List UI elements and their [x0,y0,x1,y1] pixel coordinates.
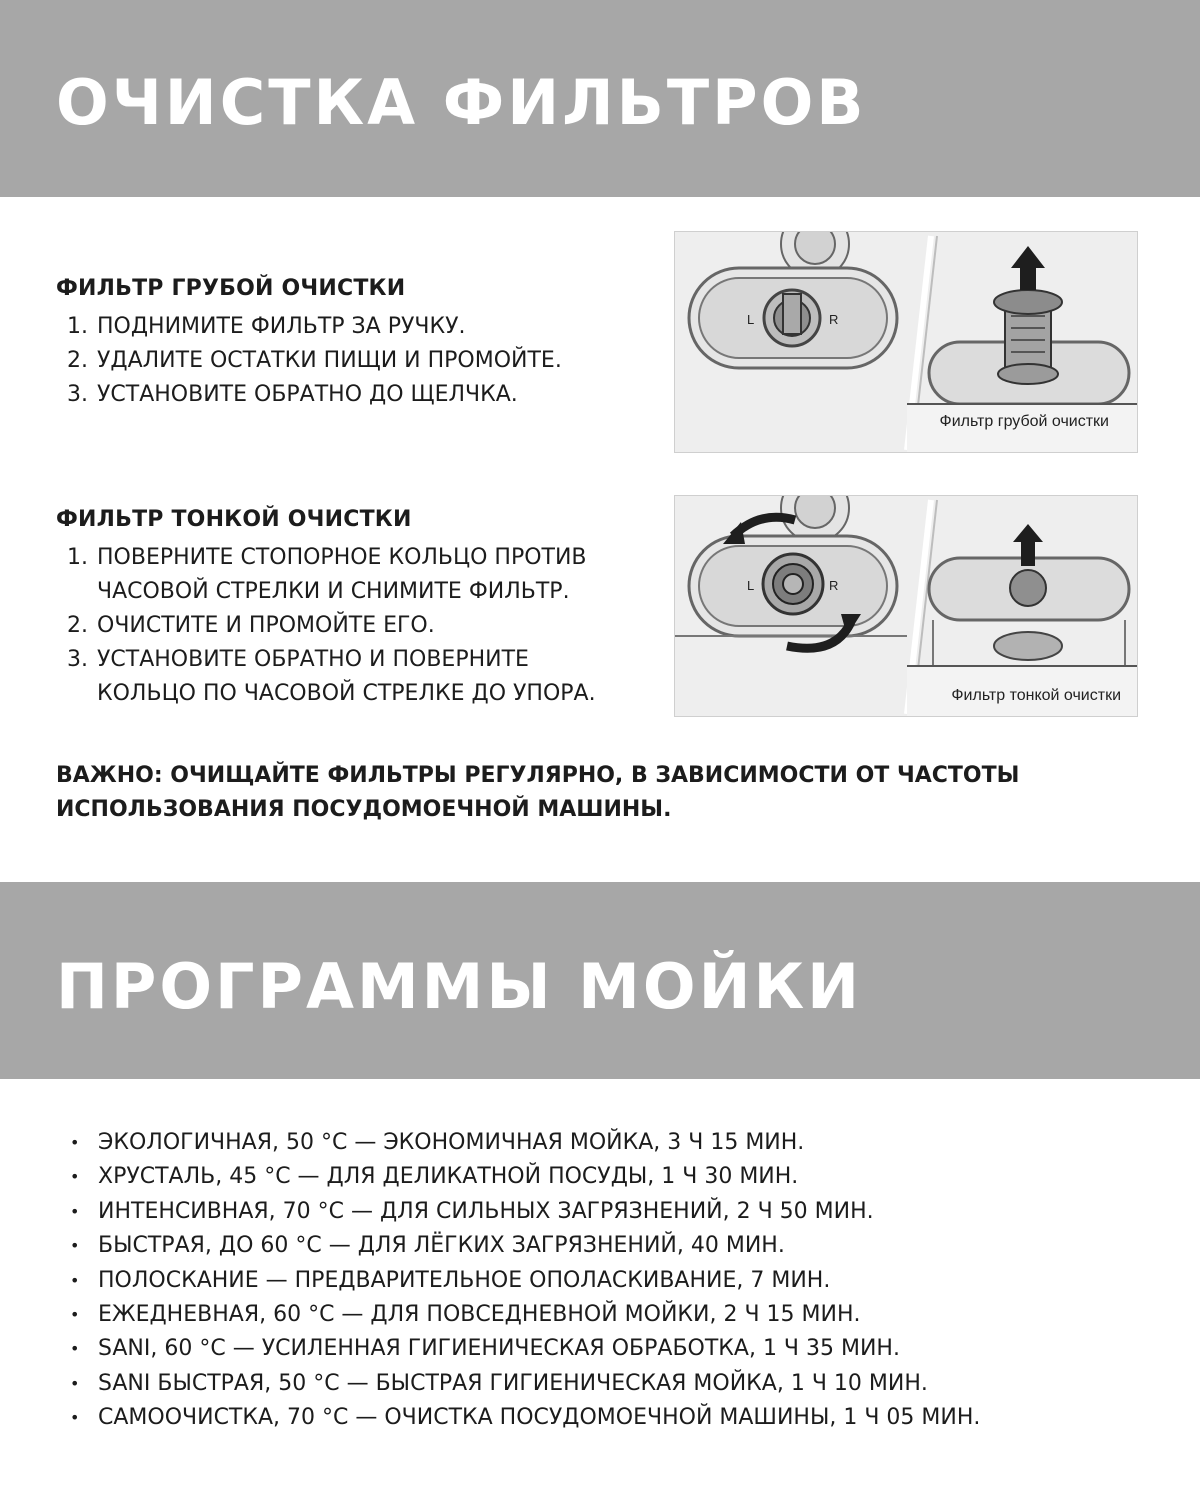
list-item: 2. ОЧИСТИТЕ И ПРОМОЙТЕ ЕГО. [67,613,435,638]
bullet-icon: • [70,1305,80,1325]
coarse-filter-mark-l: L [747,312,755,327]
bullet-icon: • [70,1236,80,1256]
section-header-programs [0,882,1200,1079]
fine-filter-instructions [56,503,656,711]
coarse-filter-illustration [674,231,1138,453]
coarse-filter-mark-r: R [829,312,839,327]
bullet-icon: • [70,1373,80,1393]
coarse-filter-instructions [56,272,656,412]
fine-filter-steps [56,541,656,711]
bullet-icon: • [70,1133,80,1152]
coarse-filter-steps [56,310,656,412]
bullet-icon: • [70,1201,80,1221]
list-item: • SANI БЫСТРАЯ, 50 °C — БЫСТРАЯ ГИГИЕНИЧЕСКАЯ МОЙКА, 1 Ч 10 МИН. [70,1367,980,1401]
coarse-filter-caption: Фильтр грубой очистки [939,413,1109,430]
fine-filter-mark-l: L [747,578,755,593]
bullet-icon: • [70,1270,80,1290]
programs-list [70,1126,980,1436]
coarse-filter-heading: ФИЛЬТР ГРУБОЙ ОЧИСТКИ [56,276,406,301]
bullet-icon: • [70,1167,80,1187]
list-item: • SANI, 60 °C — УСИЛЕННАЯ ГИГИЕНИЧЕСКАЯ ОБРАБОТКА, 1 Ч 35 МИН. [70,1332,980,1366]
list-item: 3. УСТАНОВИТЕ ОБРАТНО ДО ЩЕЛЧКА. [67,382,518,407]
fine-filter-caption: Фильтр тонкой очистки [951,687,1121,704]
list-item: • ИНТЕНСИВНАЯ, 70 °C — ДЛЯ СИЛЬНЫХ ЗАГРЯЗНЕНИЙ, 2 Ч 50 МИН. [70,1195,980,1229]
fine-filter-heading: ФИЛЬТР ТОНКОЙ ОЧИСТКИ [56,507,412,532]
list-item: • САМООЧИСТКА, 70 °C — ОЧИСТКА ПОСУДОМОЕЧНОЙ МАШИНЫ, 1 Ч 05 МИН. [70,1401,980,1435]
section-title-programs: ПРОГРАММЫ МОЙКИ [56,950,863,1023]
list-item: • ЭКОЛОГИЧНАЯ, 50 °C — ЭКОНОМИЧНАЯ МОЙКА, 3 Ч 15 МИН. [70,1126,980,1160]
fine-filter-mark-r: R [829,578,839,593]
list-item: 2. УДАЛИТЕ ОСТАТКИ ПИЩИ И ПРОМОЙТЕ. [67,348,562,373]
bullet-icon: • [70,1339,80,1359]
section-header-filters [0,0,1200,197]
bullet-icon: • [70,1408,80,1428]
list-item: 3. УСТАНОВИТЕ ОБРАТНО И ПОВЕРНИТЕ КОЛЬЦО ПО ЧАСОВОЙ СТРЕЛКЕ ДО УПОРА. [67,647,596,706]
section-title-filters: ОЧИСТКА ФИЛЬТРОВ [56,66,867,139]
list-item: 1. ПОВЕРНИТЕ СТОПОРНОЕ КОЛЬЦО ПРОТИВ ЧАСОВОЙ СТРЕЛКИ И СНИМИТЕ ФИЛЬТР. [67,545,587,604]
important-note: ВАЖНО: ОЧИЩАЙТЕ ФИЛЬТРЫ РЕГУЛЯРНО, В ЗАВИСИМОСТИ ОТ ЧАСТОТЫ ИСПОЛЬЗОВАНИЯ ПОСУДОМОЕЧНОЙ МАШИНЫ. [56,763,1020,822]
list-item: • ХРУСТАЛЬ, 45 °C — ДЛЯ ДЕЛИКАТНОЙ ПОСУДЫ, 1 Ч 30 МИН. [70,1160,980,1194]
list-item: 1. ПОДНИМИТЕ ФИЛЬТР ЗА РУЧКУ. [67,314,466,339]
list-item: • ПОЛОСКАНИЕ — ПРЕДВАРИТЕЛЬНОЕ ОПОЛАСКИВАНИЕ, 7 МИН. [70,1264,980,1298]
list-item: • БЫСТРАЯ, ДО 60 °C — ДЛЯ ЛЁГКИХ ЗАГРЯЗНЕНИЙ, 40 МИН. [70,1229,980,1263]
fine-filter-illustration [674,495,1138,717]
list-item: • ЕЖЕДНЕВНАЯ, 60 °C — ДЛЯ ПОВСЕДНЕВНОЙ МОЙКИ, 2 Ч 15 МИН. [70,1298,980,1332]
fine-filter-drawing [675,496,1138,717]
